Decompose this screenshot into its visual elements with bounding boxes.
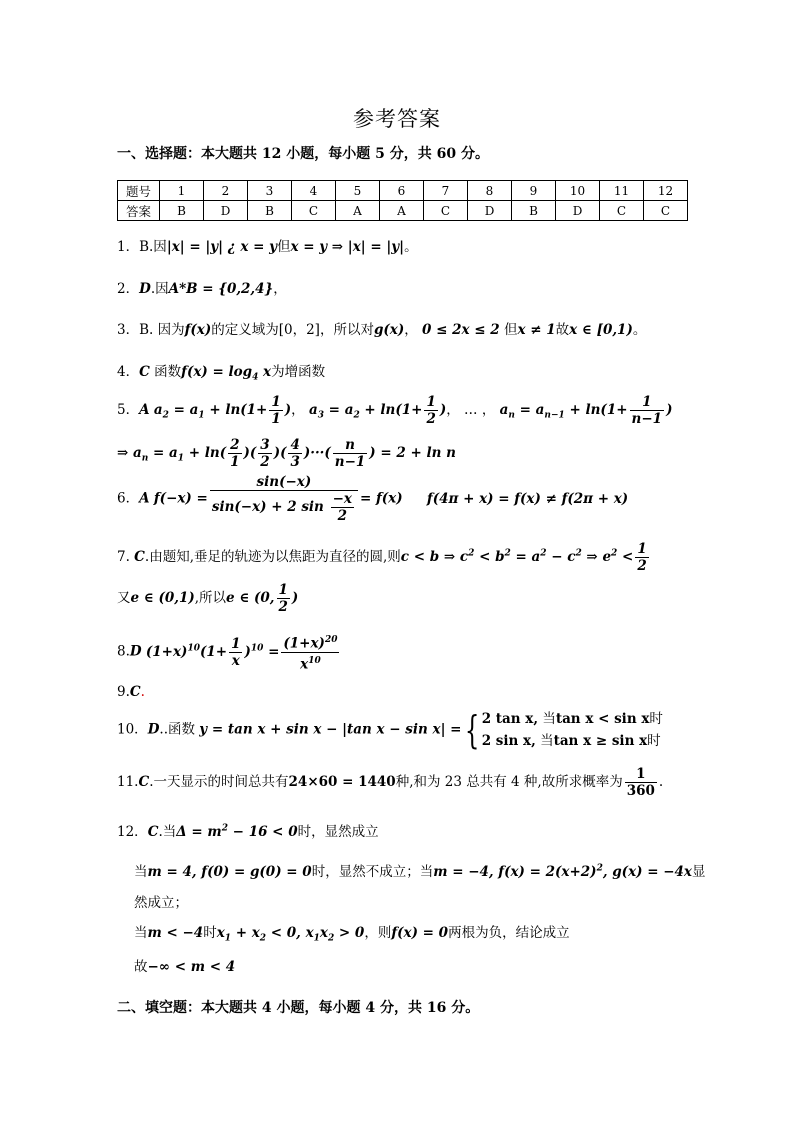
table-cell: A <box>336 201 380 221</box>
table-cell: C <box>292 201 336 221</box>
table-cell: C <box>600 201 644 221</box>
table-cell: 10 <box>556 181 600 201</box>
answer-6: 6．A f(−x) = sin(−x) sin(−x) + 2 sin $\frac{-x}{2}$ = f(x) f(4π + x) = f(x) ≠ f(2π + x) <box>117 474 629 524</box>
table-cell: 7 <box>424 181 468 201</box>
table-cell: 11 <box>600 181 644 201</box>
table-cell: 12 <box>644 181 688 201</box>
answer-11: 11.C.一天显示的时间总共有24×60 = 1440种,和为 23 总共有 4 种,故所求概率为 $\frac{1}{360}$ . <box>117 766 664 799</box>
answer-12: 12．C.当$\Delta = m^2 - 16 < 0$时，显然成立 <box>117 823 379 840</box>
table-cell: B <box>160 201 204 221</box>
table-cell: 6 <box>380 181 424 201</box>
table-cell: 8 <box>468 181 512 201</box>
table-cell: 5 <box>336 181 380 201</box>
table-cell: D <box>204 201 248 221</box>
table-cell: D <box>468 201 512 221</box>
answer-2: 2．D.因A*B = {0,2,4}， <box>117 281 287 297</box>
answer-table <box>117 180 688 221</box>
answer-5: 5．A $a_2 = a_1 + \ln(1+$ $\frac{1}{1}$ )， $a_3 = a_2 + \ln(1+$ $\frac{1}{2}$ )， … ， $a_n = a_{n-1} + \ln(1+$ $\frac{1}{n-1}$ ) <box>117 394 673 427</box>
answer-12-line5: 故−∞ < m < 4 <box>134 959 236 975</box>
section-choice-heading: 一、选择题：本大题共 12 小题，每小题 5 分，共 60 分。 <box>117 146 489 162</box>
table-cell: 2 <box>204 181 248 201</box>
table-cell: 3 <box>248 181 292 201</box>
answer-5-line2: ⇒ $a_n = a_1 + \ln$( $\frac{2}{1}$ )( $\frac{3}{2}$ )( $\frac{4}{3}$ )···( $\frac{n}{n-1}$ ) = 2 + ln n <box>117 437 456 470</box>
table-cell: C <box>644 201 688 221</box>
answer-12-line3: 然成立； <box>134 895 188 911</box>
table-cell: 1 <box>160 181 204 201</box>
answer-12-line4: 当m < −4时$x_1 + x_2 < 0$, $x_1x_2 > 0$，则f(x) = 0两根为负，结论成立 <box>134 925 570 944</box>
table-cell: A <box>380 201 424 221</box>
answer-10: 10．D..函数 y = tan x + sin x − |tan x − sin x| ={ 2 tan x, 当tan x < sin x时 2 sin x, 当tan x ≥ sin x时 <box>117 708 663 752</box>
page-title: 参考答案 <box>353 107 441 131</box>
table-cell: D <box>556 201 600 221</box>
answer-9: 9.C. <box>117 684 145 700</box>
table-cell: B <box>512 201 556 221</box>
table-cell: 4 <box>292 181 336 201</box>
answer-4: 4．C 函数$f(x) = \log_4 x$为增函数 <box>117 364 326 383</box>
answer-7: 7. C.由题知,垂足的轨迹为以焦距为直径的圆,则c < b ⇒ $c^2 < b^2 = a^2 - c^2$ ⇒ $e^2$ < $\frac{1}{2}$ <box>117 541 647 574</box>
table-row-numbers <box>118 181 688 201</box>
answer-1: 1．B.因|x| = |y| ¿ x = y但x = y ⇒ |x| = |y|。 <box>117 239 418 255</box>
answer-8: 8.D $(1+x)^{10}(1+$ $\frac{1}{x}$ )$^{10}$ = $\frac{(1+x)^{20}}{x^{10}}$ <box>117 632 341 672</box>
table-cell: C <box>424 201 468 221</box>
answer-7-line2: 又e ∈ (0,1),所以e ∈ (0, $\frac{1}{2}$ ) <box>117 582 299 615</box>
answer-12-line2: 当m = 4, f(0) = g(0) = 0时，显然不成立；当m = −4, $f(x) = 2(x+2)^2$, g(x) = −4x显 <box>134 863 706 880</box>
table-cell: B <box>248 201 292 221</box>
table-header-number: 题号 <box>118 181 160 201</box>
table-header-answer: 答案 <box>118 201 160 221</box>
table-row-answers <box>118 201 688 221</box>
table-cell: 9 <box>512 181 556 201</box>
section-fill-heading: 二、填空题：本大题共 4 小题，每小题 4 分，共 16 分。 <box>117 1000 480 1016</box>
answer-3: 3．B. 因为f(x)的定义域为[0，2]，所以对g(x)， 0 ≤ 2x ≤ 2 但x ≠ 1故x ∈ [0,1)。 <box>117 322 647 338</box>
